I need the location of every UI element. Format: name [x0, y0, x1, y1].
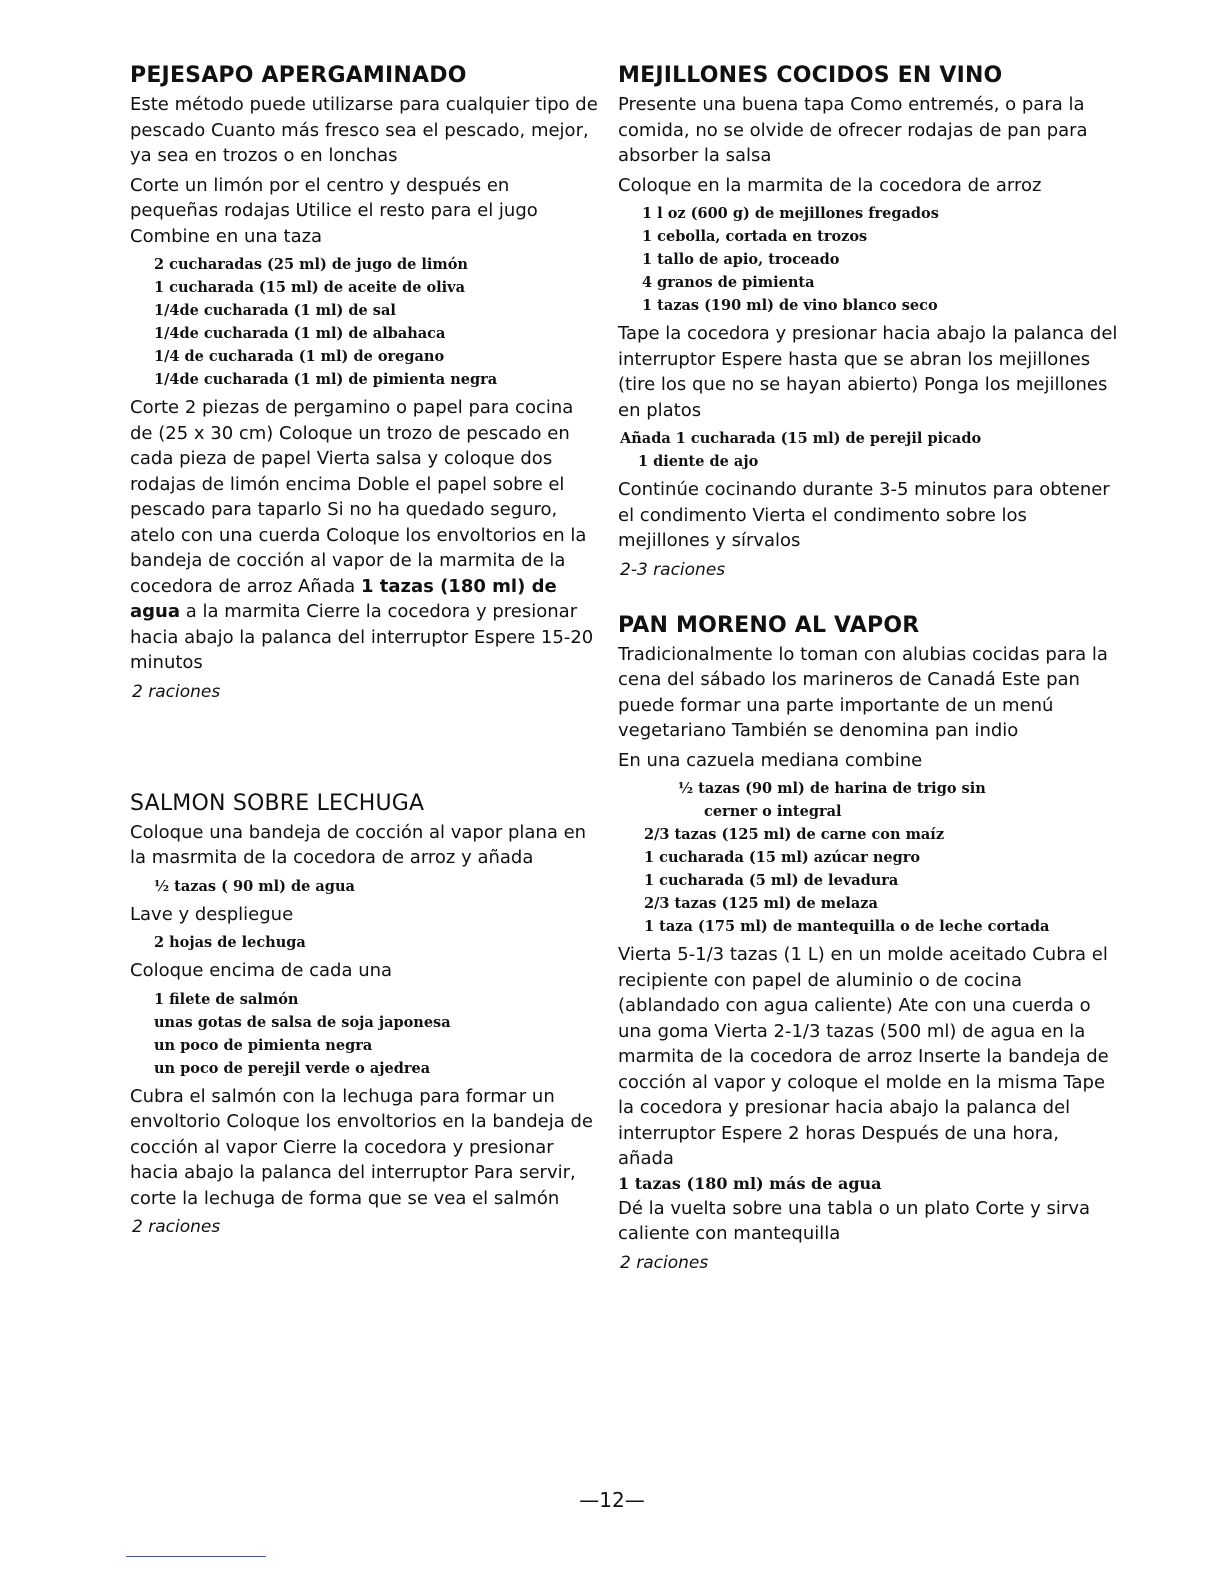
ingredient-list — [154, 253, 600, 391]
recipe-salmon — [130, 790, 600, 1240]
recipe-servings: 2-3 raciones — [620, 559, 726, 580]
method-ingredient: 1 tazas (180 ml) más de agua — [618, 1173, 882, 1193]
ingredient: 1/4de cucharada (1 ml) de pimienta negra — [154, 371, 498, 388]
recipe-pan-moreno — [618, 612, 1118, 1275]
ingredient: 1 l oz (600 g) de mejillones fregados — [642, 205, 939, 222]
ingredient: 1 tallo de apio, troceado — [642, 251, 840, 268]
ingredient: un poco de pimienta negra — [154, 1036, 373, 1054]
ingredient-list — [642, 202, 1118, 317]
ingredient: 1 filete de salmón — [154, 990, 299, 1008]
recipe-method: Tape la cocedora y presionar hacia abajo la palanca del interruptor Espere hasta que se abran los mejillones (tire los que no se hayan abierto) Ponga los mejillones en platos — [618, 323, 1118, 421]
recipe-method: Vierta 5-1/3 tazas (1 L) en un molde aceitado Cubra el recipiente con papel de aluminio o de cocina (ablandado con agua caliente) Ate con una cuerda o una goma Vierta 2-1/3 tazas (500 ml) de agua en la marmita de la cocedora de arroz Inserte la bandeja de cocción al vapor y coloque el molde en la misma Tape la cocedora y presionar hacia abajo la palanca del interruptor Espere 2 horas Después de una hora, añada — [618, 944, 1109, 1169]
recipe-intro: Tradicionalmente lo toman con alubias cocidas para la cena del sábado los marineros de Canadá Este pan puede formar una parte importante de un menú vegetariano También se denomina pan indio — [618, 643, 1108, 741]
ingredient-list — [154, 931, 600, 954]
ingredient: 1 cucharada (5 ml) de levadura — [644, 872, 899, 889]
ingredient: 2 hojas de lechuga — [154, 934, 306, 951]
ingredient: 2/3 tazas (125 ml) de carne con maíz — [644, 826, 945, 843]
ingredient-list — [154, 988, 600, 1080]
ingredient: 1 tazas (190 ml) de vino blanco seco — [642, 297, 938, 314]
recipe-title: PAN MORENO AL VAPOR — [618, 612, 920, 638]
ingredient: 1 cebolla, cortada en trozos — [642, 228, 868, 245]
ingredient-list — [154, 875, 600, 898]
recipe-intro: Corte un limón por el centro y después en pequeñas rodajas Utilice el resto para el jugo Combine en una taza — [130, 174, 538, 247]
recipe-pejesapo — [130, 62, 600, 704]
ingredient: 1 cucharada (15 ml) azúcar negro — [644, 849, 921, 866]
method-ingredient: 1 tazas (180 ml) de agua — [130, 575, 557, 622]
left-column — [130, 62, 600, 1239]
ingredient: ½ tazas (90 ml) de harina de trigo sin — [678, 780, 986, 797]
page-number: —12— — [579, 1488, 645, 1512]
recipe-servings: 2 raciones — [132, 681, 221, 702]
ingredient-list — [620, 427, 1118, 473]
ingredient: cerner o integral — [704, 803, 842, 820]
right-column — [618, 62, 1118, 1275]
recipe-title: MEJILLONES COCIDOS EN VINO — [618, 63, 1003, 88]
ingredient: 2 cucharadas (25 ml) de jugo de limón — [154, 256, 468, 273]
ingredient: 1 taza (175 ml) de mantequilla o de leche cortada — [644, 918, 1050, 935]
recipe-step: Coloque una bandeja de cocción al vapor plana en la masrmita de la cocedora de arroz y añada — [130, 821, 587, 868]
ingredient: ½ tazas ( 90 ml) de agua — [154, 877, 355, 895]
ingredient: 1 cucharada (15 ml) de aceite de oliva — [154, 279, 465, 296]
ingredient: Añada 1 cucharada (15 ml) de perejil picado — [620, 430, 982, 447]
recipe-intro: Presente una buena tapa Como entremés, o para la comida, no se olvide de ofrecer rodajas de pan para absorber la salsa — [618, 94, 1088, 166]
recipe-intro: Coloque en la marmita de la cocedora de arroz — [618, 174, 1042, 196]
recipe-step: Coloque encima de cada una — [130, 960, 393, 981]
recipe-method: Dé la vuelta sobre una tabla o un plato Corte y sirva caliente con mantequilla — [618, 1197, 1090, 1244]
recipe-step: Lave y despliegue — [130, 903, 294, 925]
recipe-title: SALMON SOBRE LECHUGA — [130, 790, 425, 816]
recipe-servings: 2 raciones — [620, 1252, 709, 1273]
recipe-method: Continúe cocinando durante 3-5 minutos para obtener el condimento Vierta el condimento sobre los mejillones y sírvalos — [618, 479, 1110, 551]
method-text: Corte 2 piezas de pergamino o papel para cocina de (25 x 30 cm) Coloque un trozo de pescado en cada pieza de papel Vierta salsa y coloque dos rodajas de limón encima Doble el papel sobre el pescado para taparlo Si no ha quedado seguro, atelo con una cuerda Coloque los envoltorios en la bandeja de cocción al vapor de la marmita de la cocedora de arroz Añada — [130, 397, 587, 597]
ingredient: 1/4de cucharada (1 ml) de albahaca — [154, 325, 446, 342]
recipe-method: Cubra el salmón con la lechuga para formar un envoltorio Coloque los envoltorios en la bandeja de cocción al vapor Cierre la cocedora y presionar hacia abajo la palanca del interruptor Para servir, corte la lechuga de forma que se vea el salmón — [130, 1085, 593, 1209]
recipe-intro: Este método puede utilizarse para cualquier tipo de pescado Cuanto más fresco sea el pescado, mejor, ya sea en trozos o en lonchas — [130, 94, 598, 166]
method-text: a la marmita Cierre la cocedora y presionar hacia abajo la palanca del interruptor Espere 15-20 minutos — [130, 601, 594, 673]
ingredient: unas gotas de salsa de soja japonesa — [154, 1013, 451, 1031]
recipe-method — [130, 395, 600, 676]
ingredient: 4 granos de pimienta — [642, 274, 815, 291]
recipe-servings: 2 raciones — [132, 1217, 221, 1237]
ingredient: 1 diente de ajo — [638, 453, 759, 470]
ingredient: 2/3 tazas (125 ml) de melaza — [644, 895, 878, 912]
recipe-intro: En una cazuela mediana combine — [618, 749, 923, 771]
ingredient-list — [618, 777, 1118, 938]
recipe-mejillones — [618, 62, 1118, 582]
recipe-title: PEJESAPO APERGAMINADO — [130, 63, 467, 88]
ingredient: 1/4de cucharada (1 ml) de sal — [154, 302, 396, 319]
ingredient: 1/4 de cucharada (1 ml) de oregano — [154, 348, 445, 365]
footer-divider — [126, 1556, 266, 1557]
ingredient: un poco de perejil verde o ajedrea — [154, 1059, 431, 1077]
